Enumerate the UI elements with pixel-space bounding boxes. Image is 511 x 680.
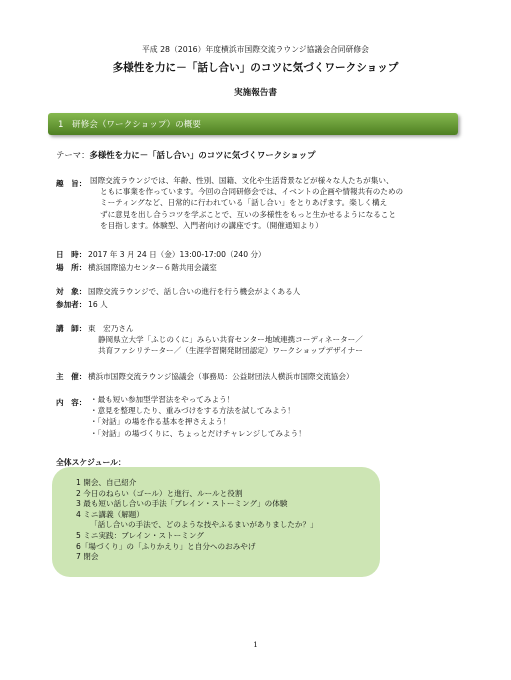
theme-label: テーマ： (56, 150, 90, 160)
contents-item: ・最も短い参加型学習法をやってみよう！ (90, 395, 235, 404)
lecturer-line: 共育ファシリテーター／（生涯学習開発財団認定）ワークショップデザイナー (98, 346, 363, 356)
purpose-line: を目指します。体験型、入門者向けの講座です。（開催通知より） (100, 220, 323, 230)
lecturer-line: 静岡県立大学「ふじのくに」みらい共育センター地域連携コーディネーター／ (98, 335, 363, 344)
theme-row (56, 149, 315, 161)
lecturer-label: 講 師： (56, 324, 87, 333)
schedule-item: 5 ミニ実践：ブレイン・ストーミング (76, 530, 204, 540)
contents-item: ・「対話」の場づくりに、ちょっとだけチャレンジしてみよう！ (90, 428, 306, 438)
venue-row (56, 262, 217, 273)
schedule-item: 「話し合いの手法で、どのような技やふるまいがありましたか？」 (90, 520, 318, 530)
datetime-label: 日 時： (56, 250, 87, 259)
participants-row (56, 299, 108, 310)
venue-label: 場 所： (56, 263, 87, 272)
contents-item: ・意見を整理したり、重みづけをする方法を試してみよう！ (90, 406, 295, 416)
section-header-label: 1 研修会（ワークショップ）の概要 (58, 120, 201, 130)
schedule-item: 1 開会、自己紹介 (76, 478, 137, 487)
report-label: 実施報告書 (234, 88, 277, 98)
target-value: 国際交流ラウンジで、話し合いの進行を行う機会がよくある人 (88, 287, 301, 296)
contents-row (56, 397, 88, 408)
schedule-item: 3 最も短い話し合いの手法「ブレイン・ストーミング」の体験 (76, 499, 288, 509)
target-label: 対 象： (56, 287, 87, 296)
datetime-row (56, 249, 266, 260)
lecturer-row (56, 323, 134, 334)
purpose-text (90, 175, 403, 231)
participants-label: 参加者： (56, 300, 87, 309)
schedule-list (76, 478, 318, 563)
participants-value: 16 人 (88, 300, 108, 309)
schedule-item: 6「場づくり」の「ふりかえり」と自分へのおみやげ (76, 541, 256, 551)
organizer-row (56, 371, 354, 382)
document-title: 多様性を力に－「話し合い」のコツに気づくワークショップ (112, 62, 399, 74)
lecturer-name: 東 宏乃さん (88, 324, 134, 333)
organizer-label: 主 催： (56, 372, 87, 381)
lecturer-detail (98, 334, 363, 356)
datetime-value: 2017 年 3 月 24 日（金）13:00-17:00（240 分） (88, 250, 266, 259)
document-subtitle: 平成 28（2016）年度横浜市国際交流ラウンジ協議会合同研修会 (142, 45, 369, 54)
contents-label: 内 容： (56, 398, 87, 407)
purpose-label: 趣 旨： (56, 179, 87, 188)
venue-value: 横浜国際協力センター６階共用会議室 (88, 263, 217, 272)
purpose-line: ともに事業を作っています。今回の合同研修会では、イベントの企画や情報共有のための (100, 187, 404, 197)
purpose-line: ずに意見を出し合うコツを学ぶことで、互いの多様性をもっと生かせるようになること (100, 209, 396, 219)
theme-value: 多様性を力に－「話し合い」のコツに気づくワークショップ (89, 150, 316, 160)
schedule-item: 4 ミニ講義（解題） (76, 509, 144, 519)
target-row (56, 286, 300, 297)
section-header-bar (48, 113, 458, 135)
purpose-line: ミーティングなど、日常的に行われている「話し合い」をとりあげます。楽しく構え (100, 198, 388, 208)
organizer-value: 横浜市国際交流ラウンジ協議会（事務局：公益財団法人横浜市国際交流協会） (88, 372, 354, 381)
purpose-row (56, 178, 88, 189)
contents-list (90, 394, 306, 439)
page-number: 1 (253, 640, 258, 649)
schedule-item: 2 今日のねらい（ゴール）と進行、ルールと役割 (76, 488, 243, 498)
purpose-line: 国際交流ラウンジでは、年齢、性別、国籍、文化や生活背景などが様々な人たちが集い、 (90, 176, 394, 185)
schedule-label: 全体スケジュール： (56, 458, 126, 467)
schedule-item: 7 閉会 (76, 552, 99, 562)
contents-item: ・「対話」の場を作る基本を押さえよう！ (90, 417, 231, 427)
